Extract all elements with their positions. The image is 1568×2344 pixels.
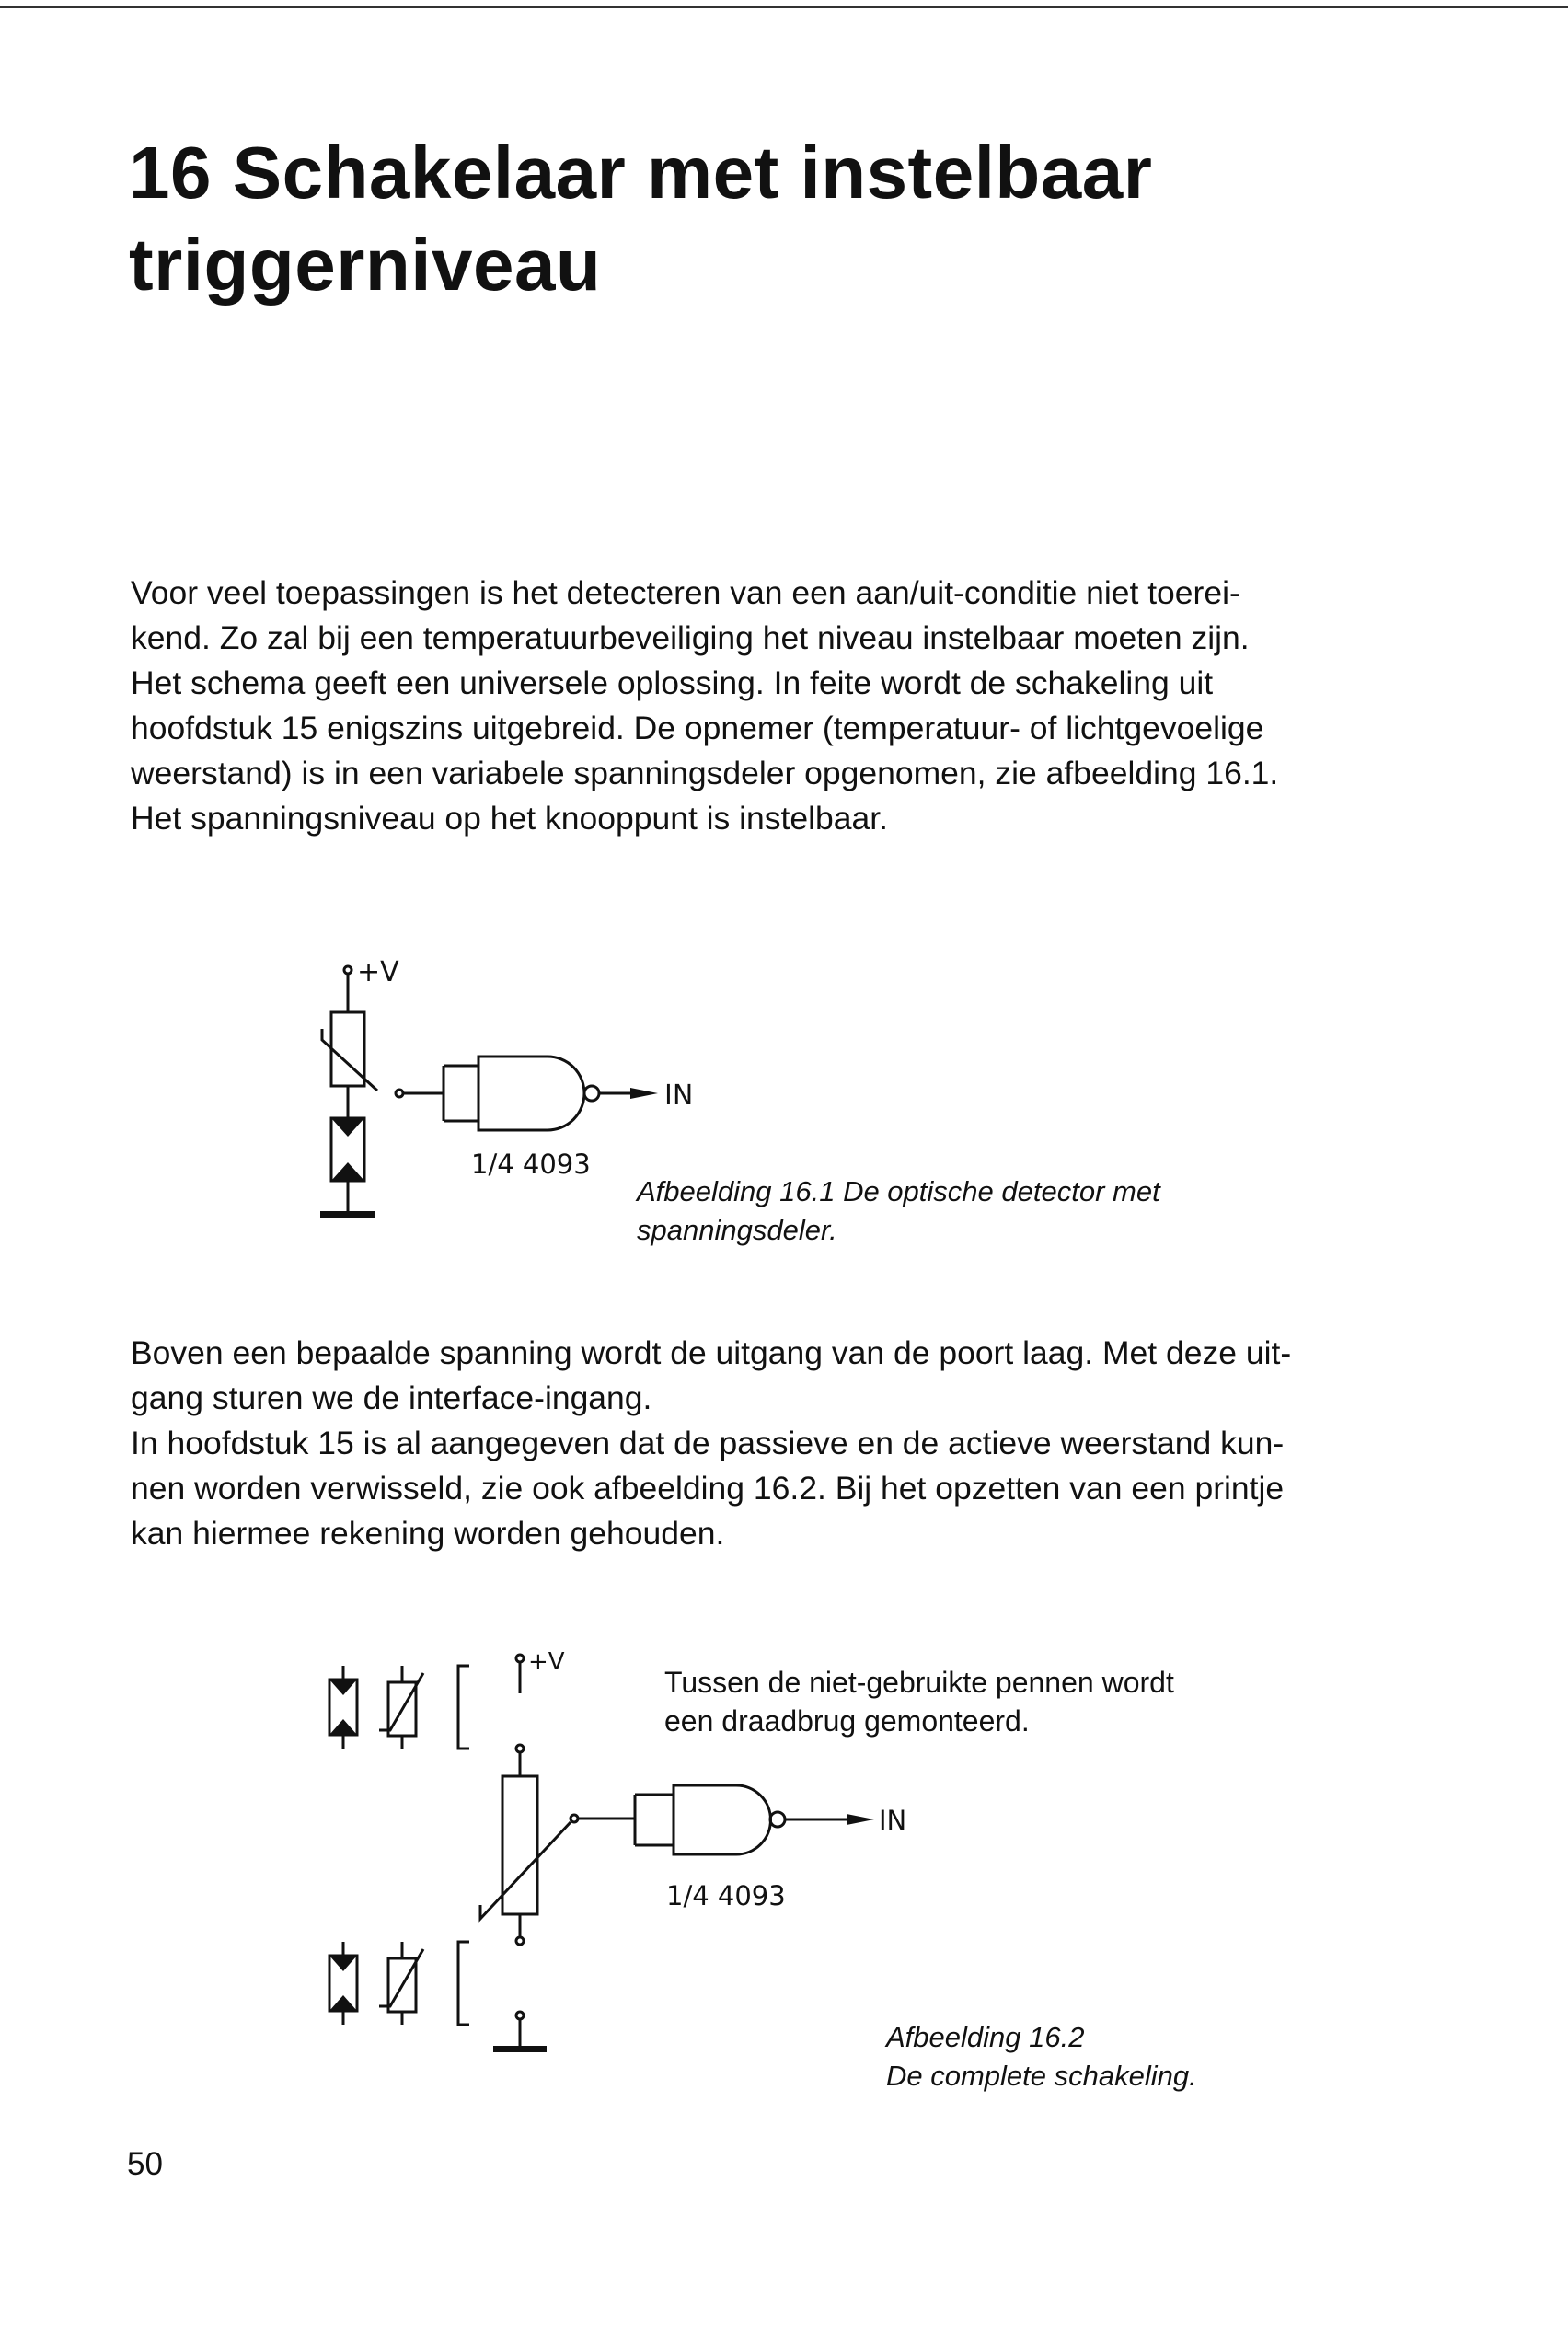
body-paragraph	[131, 1331, 1401, 1556]
supply-label: +V	[357, 956, 399, 988]
nand-gate	[478, 1057, 584, 1130]
text-line: gang sturen we de interface-ingang.	[131, 1380, 652, 1416]
figure-16-1-caption	[637, 1172, 1281, 1250]
text-line: nen worden verwisseld, zie ook afbeelding 16.2. Bij het opzetten van een printje	[131, 1470, 1285, 1507]
text-line: kend. Zo zal bij een temperatuurbeveiliging het niveau instelbaar moeten zijn.	[131, 619, 1250, 656]
chapter-title	[129, 127, 1417, 311]
intro-paragraph	[131, 571, 1401, 841]
output-label: IN	[879, 1805, 907, 1836]
text-line: Het spanningsniveau op het knooppunt is instelbaar.	[131, 800, 889, 837]
figure-16-2-caption	[886, 2018, 1346, 2096]
output-arrow	[630, 1088, 658, 1099]
text-line: kan hiermee rekening worden gehouden.	[131, 1515, 725, 1552]
text-line: hoofdstuk 15 enigszins uitgebreid. De opnemer (temperatuur- of lichtgevoelige	[131, 710, 1264, 746]
top-rule	[0, 6, 1568, 8]
chapter-title-line-2: triggerniveau	[129, 224, 602, 306]
note-line: Tussen de niet-gebruikte pennen wordt	[664, 1666, 1174, 1699]
caption-line: Afbeelding 16.2	[886, 2021, 1085, 2053]
text-line: Boven een bepaalde spanning wordt de uitgang van de poort laag. Met deze uit-	[131, 1334, 1292, 1371]
figure-16-2-note	[664, 1663, 1290, 1740]
output-label: IN	[664, 1080, 694, 1112]
page-number: 50	[127, 2146, 163, 2182]
nand-gate	[674, 1785, 771, 1854]
wire-bridge	[458, 1666, 469, 1749]
caption-line: De complete schakeling.	[886, 2060, 1197, 2092]
note-line: een draadbrug gemonteerd.	[664, 1704, 1030, 1738]
gate-label: 1/4 4093	[471, 1149, 591, 1180]
text-line: Voor veel toepassingen is het detecteren van een aan/uit-conditie niet toerei-	[131, 574, 1240, 611]
text-line: weerstand) is in een variabele spanningsdeler opgenomen, zie afbeelding 16.1.	[131, 755, 1279, 791]
text-line: Het schema geeft een universele oplossing. In feite wordt de schakeling uit	[131, 664, 1214, 701]
gate-label: 1/4 4093	[666, 1880, 786, 1911]
output-arrow	[847, 1814, 874, 1825]
supply-label: +V	[528, 1648, 565, 1676]
wire-bridge	[458, 1942, 469, 2025]
ground-symbol	[493, 2046, 547, 2052]
ground-symbol	[320, 1211, 375, 1218]
text-line: In hoofdstuk 15 is al aangegeven dat de passieve en de actieve weerstand kun-	[131, 1425, 1285, 1461]
caption-line: Afbeelding 16.1 De optische detector met	[637, 1175, 1160, 1207]
caption-line: spanningsdeler.	[637, 1214, 837, 1246]
variable-resistor	[502, 1776, 537, 1914]
chapter-title-line-1: 16 Schakelaar met instelbaar	[129, 132, 1153, 214]
